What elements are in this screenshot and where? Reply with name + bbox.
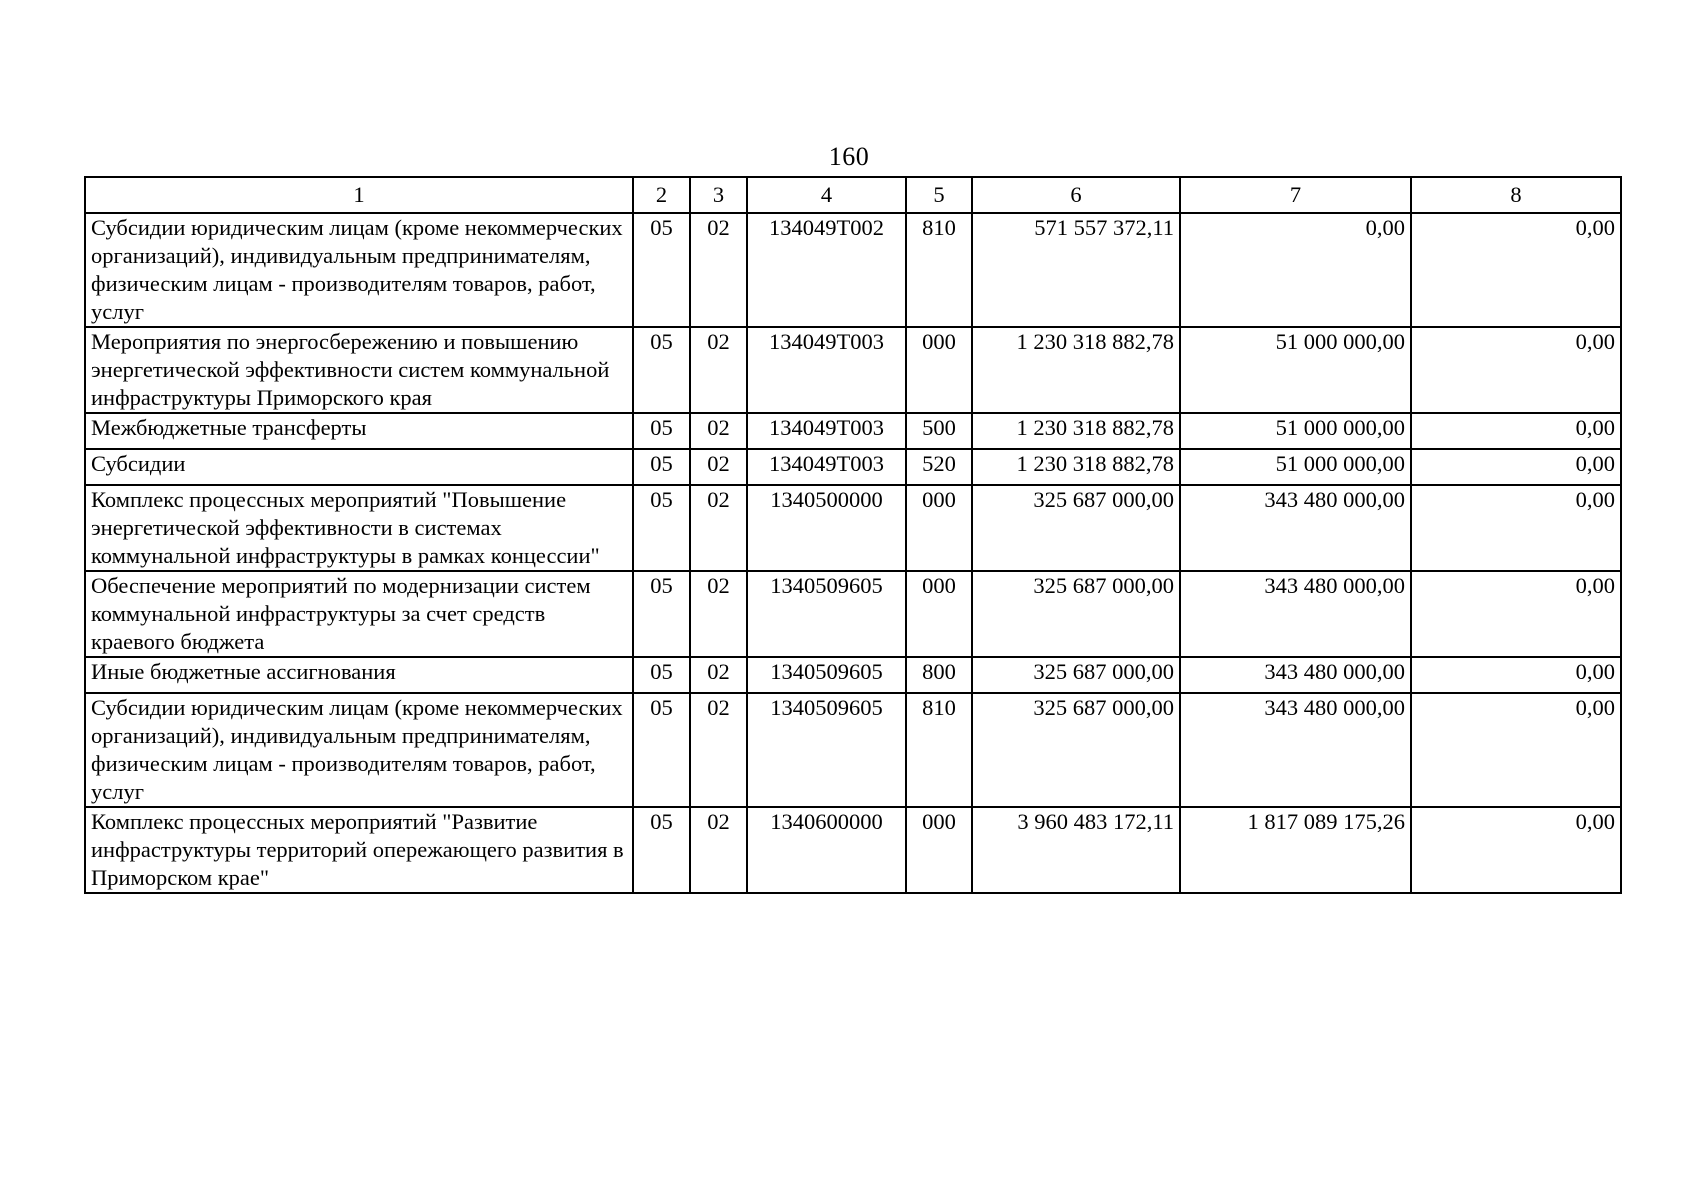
row-subsection: 02 [690,807,747,893]
row-amount-col7: 1 817 089 175,26 [1180,807,1411,893]
row-amount-col8: 0,00 [1411,449,1621,485]
row-section: 05 [633,413,690,449]
row-expense-type: 500 [906,413,972,449]
row-amount-col6: 325 687 000,00 [972,485,1180,571]
row-target-code: 1340509605 [747,693,906,807]
row-subsection: 02 [690,213,747,327]
row-amount-col6: 325 687 000,00 [972,571,1180,657]
row-expense-type: 000 [906,485,972,571]
table-row [85,807,1621,893]
column-header: 1 [85,177,633,213]
row-amount-col8: 0,00 [1411,571,1621,657]
row-amount-col8: 0,00 [1411,657,1621,693]
row-subsection: 02 [690,413,747,449]
column-header: 3 [690,177,747,213]
row-subsection: 02 [690,571,747,657]
table-row [85,449,1621,485]
row-name: Комплекс процессных мероприятий "Повышение энергетической эффективности в системах коммунальной инфраструктуры в рамках концессии" [85,485,633,571]
row-amount-col8: 0,00 [1411,693,1621,807]
row-expense-type: 520 [906,449,972,485]
row-expense-type: 810 [906,213,972,327]
row-expense-type: 800 [906,657,972,693]
row-target-code: 134049Т002 [747,213,906,327]
row-name: Иные бюджетные ассигнования [85,657,633,693]
row-amount-col6: 3 960 483 172,11 [972,807,1180,893]
row-section: 05 [633,213,690,327]
row-name: Субсидии юридическим лицам (кроме некоммерческих организаций), индивидуальным предпринимателям, физическим лицам - производителям товаров, работ, услуг [85,213,633,327]
row-name: Обеспечение мероприятий по модернизации систем коммунальной инфраструктуры за счет средств краевого бюджета [85,571,633,657]
row-subsection: 02 [690,657,747,693]
row-amount-col8: 0,00 [1411,327,1621,413]
row-amount-col7: 343 480 000,00 [1180,693,1411,807]
column-header: 7 [1180,177,1411,213]
row-target-code: 134049Т003 [747,327,906,413]
row-section: 05 [633,485,690,571]
row-amount-col7: 51 000 000,00 [1180,413,1411,449]
table-row [85,657,1621,693]
row-amount-col7: 51 000 000,00 [1180,449,1411,485]
row-target-code: 1340509605 [747,657,906,693]
row-name: Комплекс процессных мероприятий "Развитие инфраструктуры территорий опережающего развития в Приморском крае" [85,807,633,893]
row-amount-col6: 1 230 318 882,78 [972,413,1180,449]
row-expense-type: 810 [906,693,972,807]
row-amount-col7: 0,00 [1180,213,1411,327]
table-row [85,693,1621,807]
row-amount-col6: 1 230 318 882,78 [972,327,1180,413]
row-target-code: 134049Т003 [747,449,906,485]
row-amount-col8: 0,00 [1411,807,1621,893]
row-name: Субсидии юридическим лицам (кроме некоммерческих организаций), индивидуальным предпринимателям, физическим лицам - производителям товаров, работ, услуг [85,693,633,807]
row-amount-col7: 343 480 000,00 [1180,571,1411,657]
row-amount-col6: 325 687 000,00 [972,657,1180,693]
row-section: 05 [633,571,690,657]
row-amount-col6: 1 230 318 882,78 [972,449,1180,485]
table-row [85,413,1621,449]
column-header: 5 [906,177,972,213]
table-row [85,327,1621,413]
row-target-code: 1340500000 [747,485,906,571]
column-header: 8 [1411,177,1621,213]
row-section: 05 [633,807,690,893]
row-expense-type: 000 [906,327,972,413]
row-amount-col7: 343 480 000,00 [1180,657,1411,693]
row-amount-col7: 51 000 000,00 [1180,327,1411,413]
row-section: 05 [633,693,690,807]
page-number: 160 [828,142,870,171]
row-amount-col6: 571 557 372,11 [972,213,1180,327]
header-row [85,177,1621,213]
row-amount-col8: 0,00 [1411,413,1621,449]
row-target-code: 1340600000 [747,807,906,893]
column-header: 6 [972,177,1180,213]
table-row [85,571,1621,657]
row-name: Межбюджетные трансферты [85,413,633,449]
budget-table [84,176,1622,894]
table-row [85,485,1621,571]
row-expense-type: 000 [906,571,972,657]
row-name: Субсидии [85,449,633,485]
row-amount-col6: 325 687 000,00 [972,693,1180,807]
row-target-code: 134049Т003 [747,413,906,449]
row-expense-type: 000 [906,807,972,893]
column-header: 2 [633,177,690,213]
column-header: 4 [747,177,906,213]
row-amount-col7: 343 480 000,00 [1180,485,1411,571]
row-section: 05 [633,657,690,693]
row-target-code: 1340509605 [747,571,906,657]
row-section: 05 [633,449,690,485]
row-amount-col8: 0,00 [1411,213,1621,327]
row-amount-col8: 0,00 [1411,485,1621,571]
row-subsection: 02 [690,693,747,807]
row-section: 05 [633,327,690,413]
table-row [85,213,1621,327]
row-name: Мероприятия по энергосбережению и повышению энергетической эффективности систем коммунальной инфраструктуры Приморского края [85,327,633,413]
row-subsection: 02 [690,449,747,485]
row-subsection: 02 [690,485,747,571]
row-subsection: 02 [690,327,747,413]
